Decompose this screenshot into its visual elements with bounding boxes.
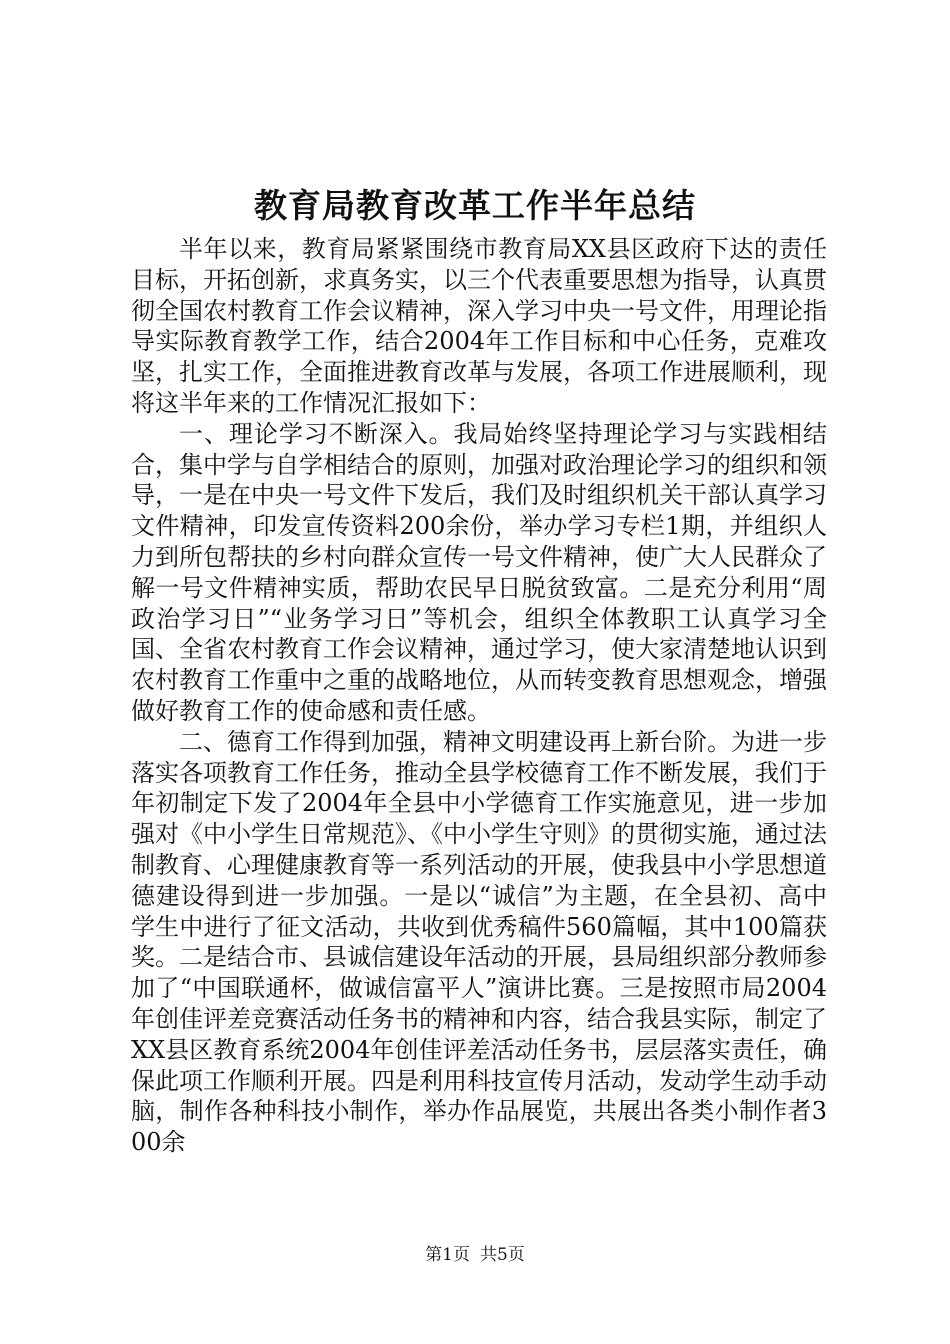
paragraph-intro: 半年以来，教育局紧紧围绕市教育局XX县区政府下达的责任目标，开拓创新，求真务实，以三个代表重要思想为指导，认真贯彻全国农村教育工作会议精神，深入学习中央一号文件，用理论指导实际教育教学工作，结合2004年工作目标和中心任务，克难攻坚，扎实工作，全面推进教育改革与发展，各项工作进展顺利，现将这半年来的工作情况汇报如下：: [131, 235, 827, 417]
document-title: 教育局教育改革工作半年总结: [254, 186, 696, 225]
paragraph-theory-study: 一、理论学习不断深入。我局始终坚持理论学习与实践相结合，集中学与自学相结合的原则，加强对政治理论学习的组织和领导，一是在中央一号文件下发后，我们及时组织机关干部认真学习文件精神，印发宣传资料200余份，举办学习专栏1期，并组织人力到所包帮扶的乡村向群众宣传一号文件精神，使广大人民群众了解一号文件精神实质，帮助农民早日脱贫致富。二是充分利用“周政治学习日”“业务学习日”等机会，组织全体教职工认真学习全国、全省农村教育工作会议精神，通过学习，使大家清楚地认识到农村教育工作重中之重的战略地位，从而转变教育思想观念，增强做好教育工作的使命感和责任感。: [131, 419, 827, 725]
page-number-current: 第1页: [425, 1245, 470, 1265]
paragraph-moral-education: 二、德育工作得到加强，精神文明建设再上新台阶。为进一步落实各项教育工作任务，推动全县学校德育工作不断发展，我们于年初制定下发了2004年全县中小学德育工作实施意见，进一步加强对《中小学生日常规范》、《中小学生守则》的贯彻实施，通过法制教育、心理健康教育等一系列活动的开展，使我县中小学思想道德建设得到进一步加强。一是以“诚信”为主题，在全县初、高中学生中进行了征文活动，共收到优秀稿件560篇幅，其中100篇获奖。二是结合市、县诚信建设年活动的开展，县局组织部分教师参加了“中国联通杯，做诚信富平人”演讲比赛。三是按照市局2004年创佳评差竞赛活动任务书的精神和内容，结合我县实际，制定了XX县区教育系统2004年创佳评差活动任务书，层层落实责任，确保此项工作顺利开展。四是利用科技宣传月活动，发动学生动手动脑，制作各种科技小制作，举办作品展览，共展出各类小制作者300余: [131, 727, 827, 1157]
page-footer: [0, 1243, 950, 1267]
document-body: [131, 234, 827, 1158]
page-number-total: 共5页: [480, 1245, 525, 1265]
